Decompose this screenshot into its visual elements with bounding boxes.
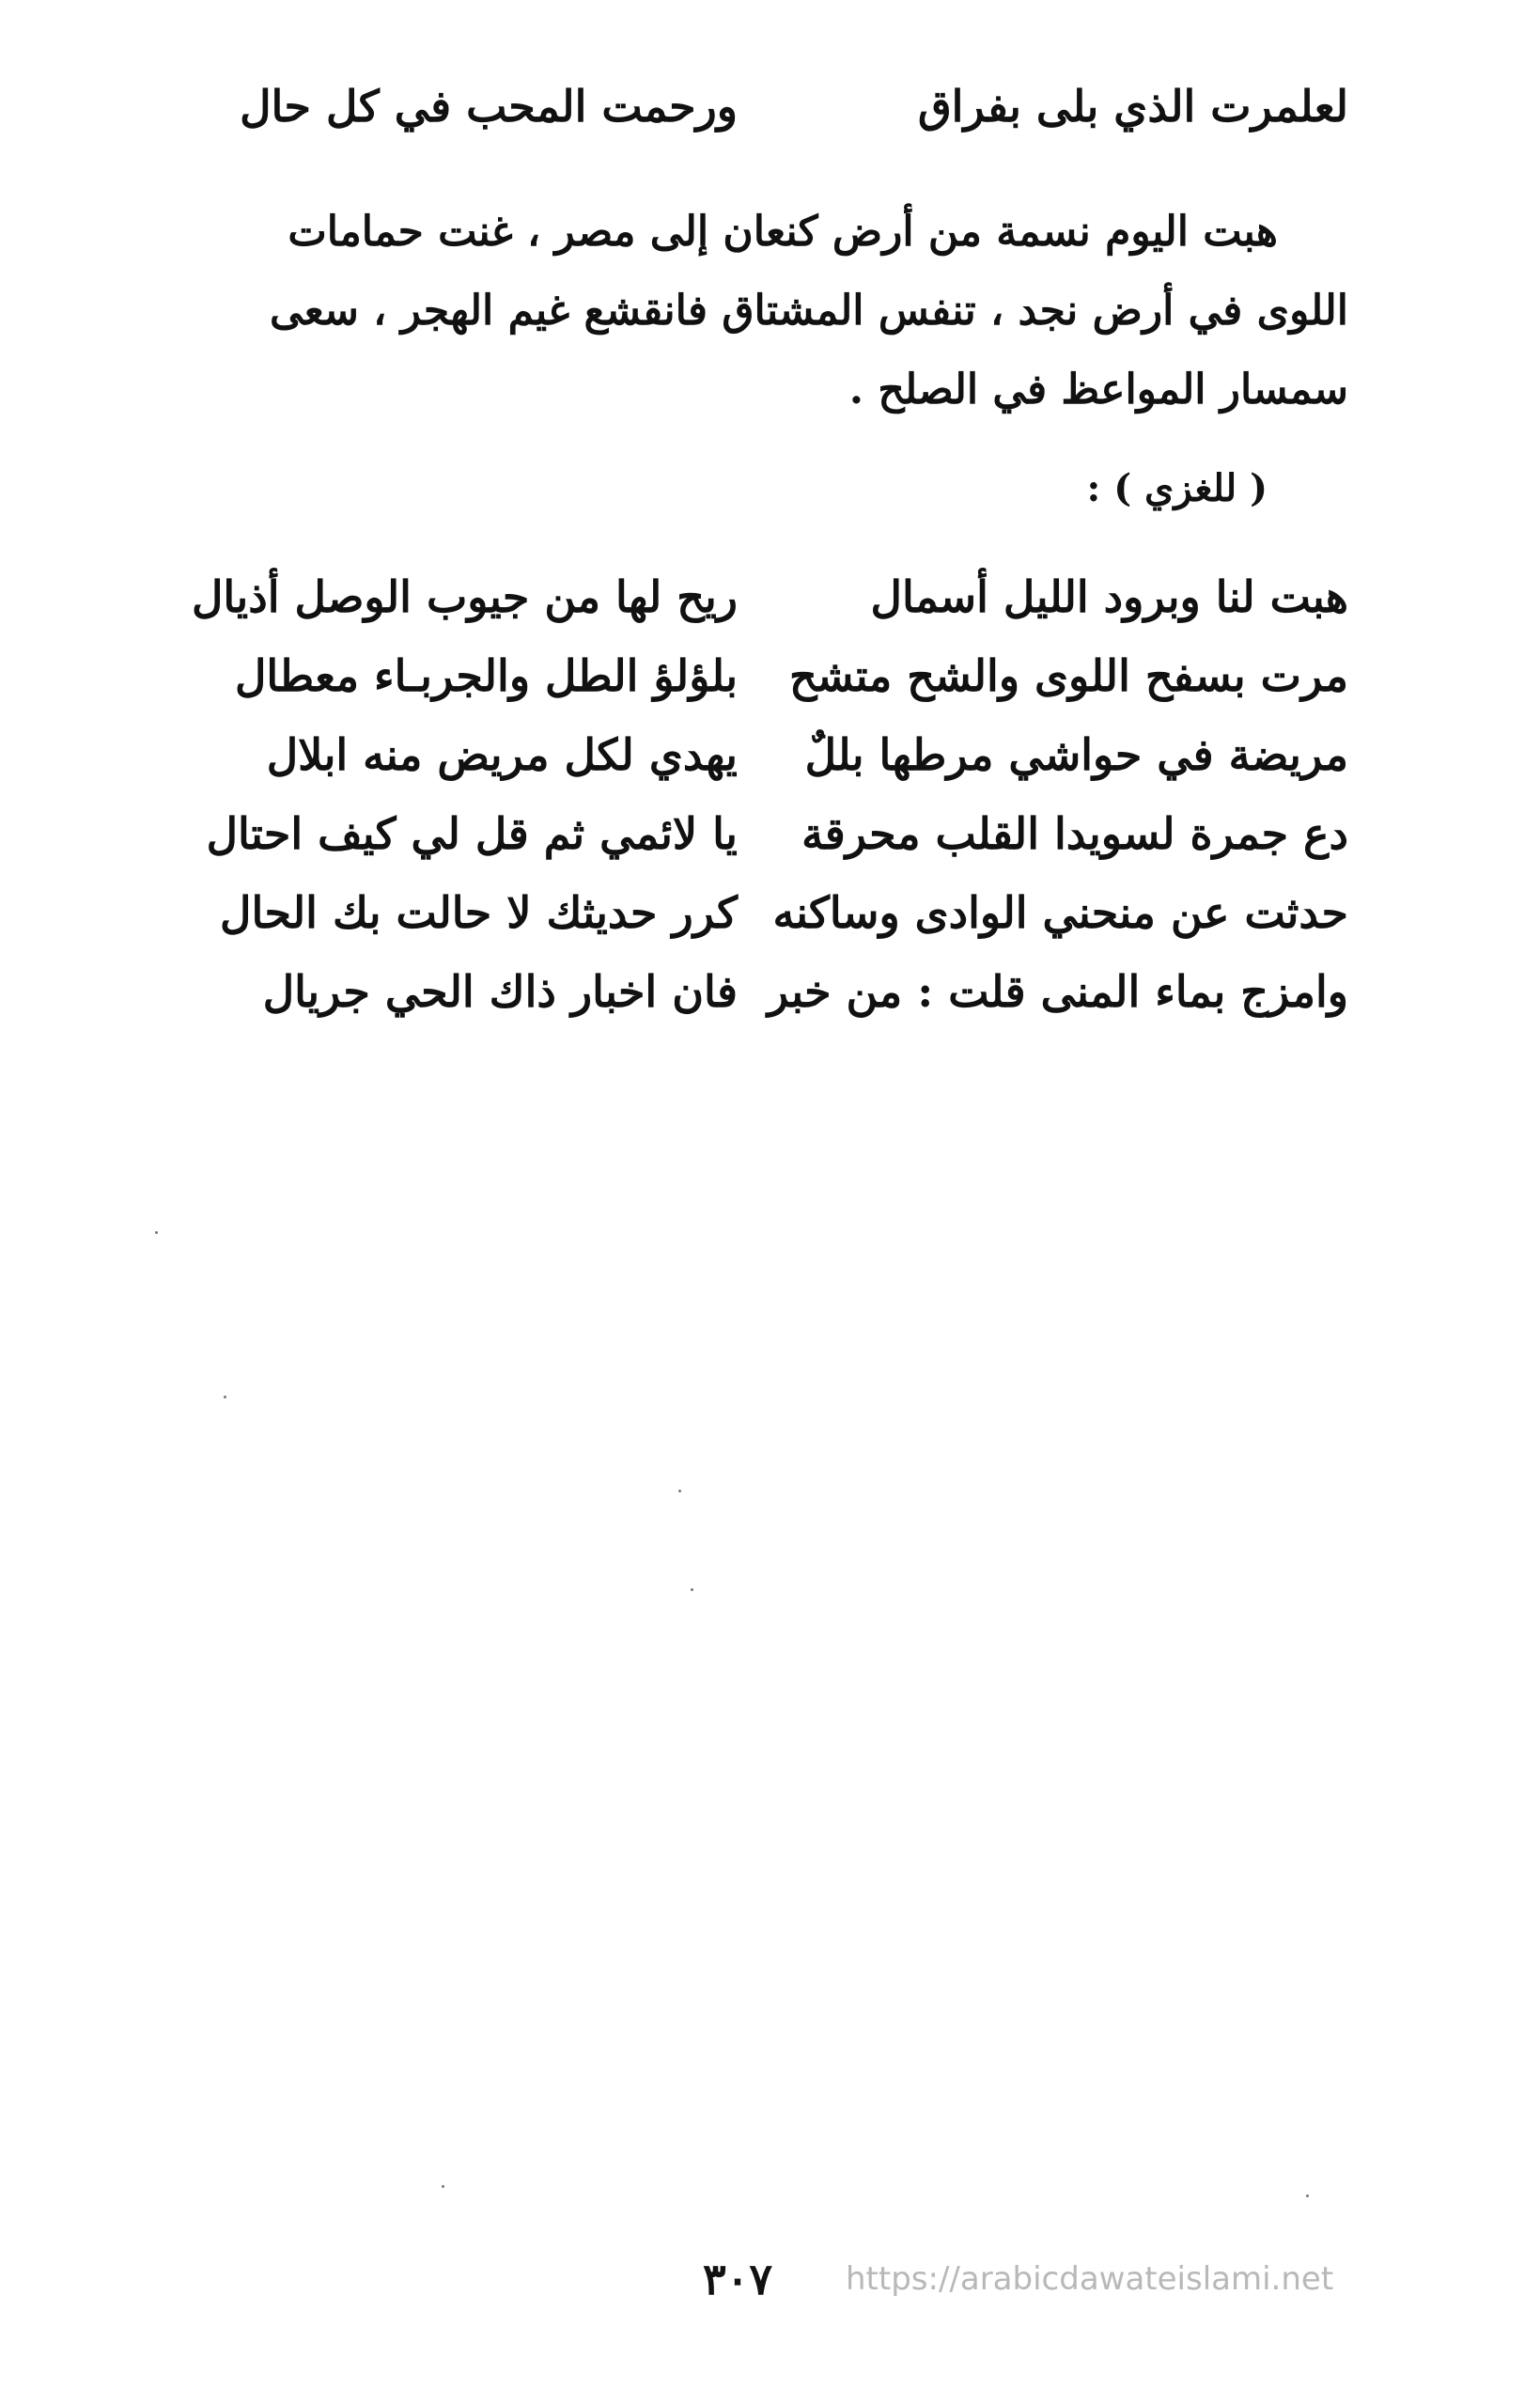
verse-second-hemistich: بلؤلؤ الطل والجربـاء معطال: [235, 650, 738, 701]
poem-verse: [174, 959, 1348, 1024]
prose-line: هبت اليوم نسمة من أرض كنعان إلى مصر ، غنت حمامات: [288, 208, 1278, 256]
poem-verse: [174, 801, 1348, 867]
scan-speck: [691, 1588, 693, 1591]
opening-verse: [174, 73, 1348, 139]
verse-first-hemistich: وامزج بماء المنى قلت : من خبر: [767, 966, 1348, 1017]
scan-speck: [1306, 2194, 1309, 2197]
verse-second-hemistich: كرر حديثك لا حالت بك الحال: [220, 887, 738, 938]
verse-second-hemistich: فان اخبار ذاك الحي جريال: [262, 966, 738, 1017]
prose-paragraph: [174, 193, 1348, 429]
opening-verse-first-hemistich: لعلمرت الذي بلى بفراق: [917, 81, 1348, 132]
poem-verse: [174, 643, 1348, 709]
verse-second-hemistich: ريح لها من جيوب الوصل أذيال: [191, 571, 738, 622]
poet-attribution: ( للغزي ) :: [1086, 466, 1268, 510]
scan-speck: [224, 1396, 226, 1398]
poem-verse: [174, 564, 1348, 630]
verse-second-hemistich: يا لائمي ثم قل لي كيف احتال: [206, 808, 738, 859]
poem-verse: [174, 880, 1348, 945]
scan-speck: [678, 1490, 681, 1492]
prose-line: سمسار المواعظ في الصلح .: [848, 366, 1348, 414]
poem-verse: [174, 722, 1348, 788]
prose-line: اللوى في أرض نجد ، تنفس المشتاق فانقشع غيم الهجر ، سعى: [270, 287, 1348, 335]
verse-second-hemistich: يهدي لكل مريض منه ابلال: [266, 729, 738, 780]
scan-speck: [442, 2185, 444, 2188]
opening-verse-second-hemistich: ورحمت المحب في كل حال: [240, 81, 738, 132]
verse-first-hemistich: هبت لنا وبرود الليل أسمال: [870, 571, 1348, 622]
verse-first-hemistich: حدثت عن منحني الوادى وساكنه: [772, 887, 1348, 938]
verse-first-hemistich: دع جمرة لسويدا القلب محرقة: [801, 808, 1348, 859]
scan-speck: [155, 1231, 158, 1234]
page-number: ٣٠٧: [702, 2254, 773, 2304]
website-watermark: https://arabicdawateislami.net: [846, 2260, 1334, 2298]
verse-first-hemistich: مرت بسفح اللوى والشح متشح: [789, 650, 1348, 701]
verse-first-hemistich: مريضة في حواشي مرطها بللٌ: [804, 729, 1348, 780]
